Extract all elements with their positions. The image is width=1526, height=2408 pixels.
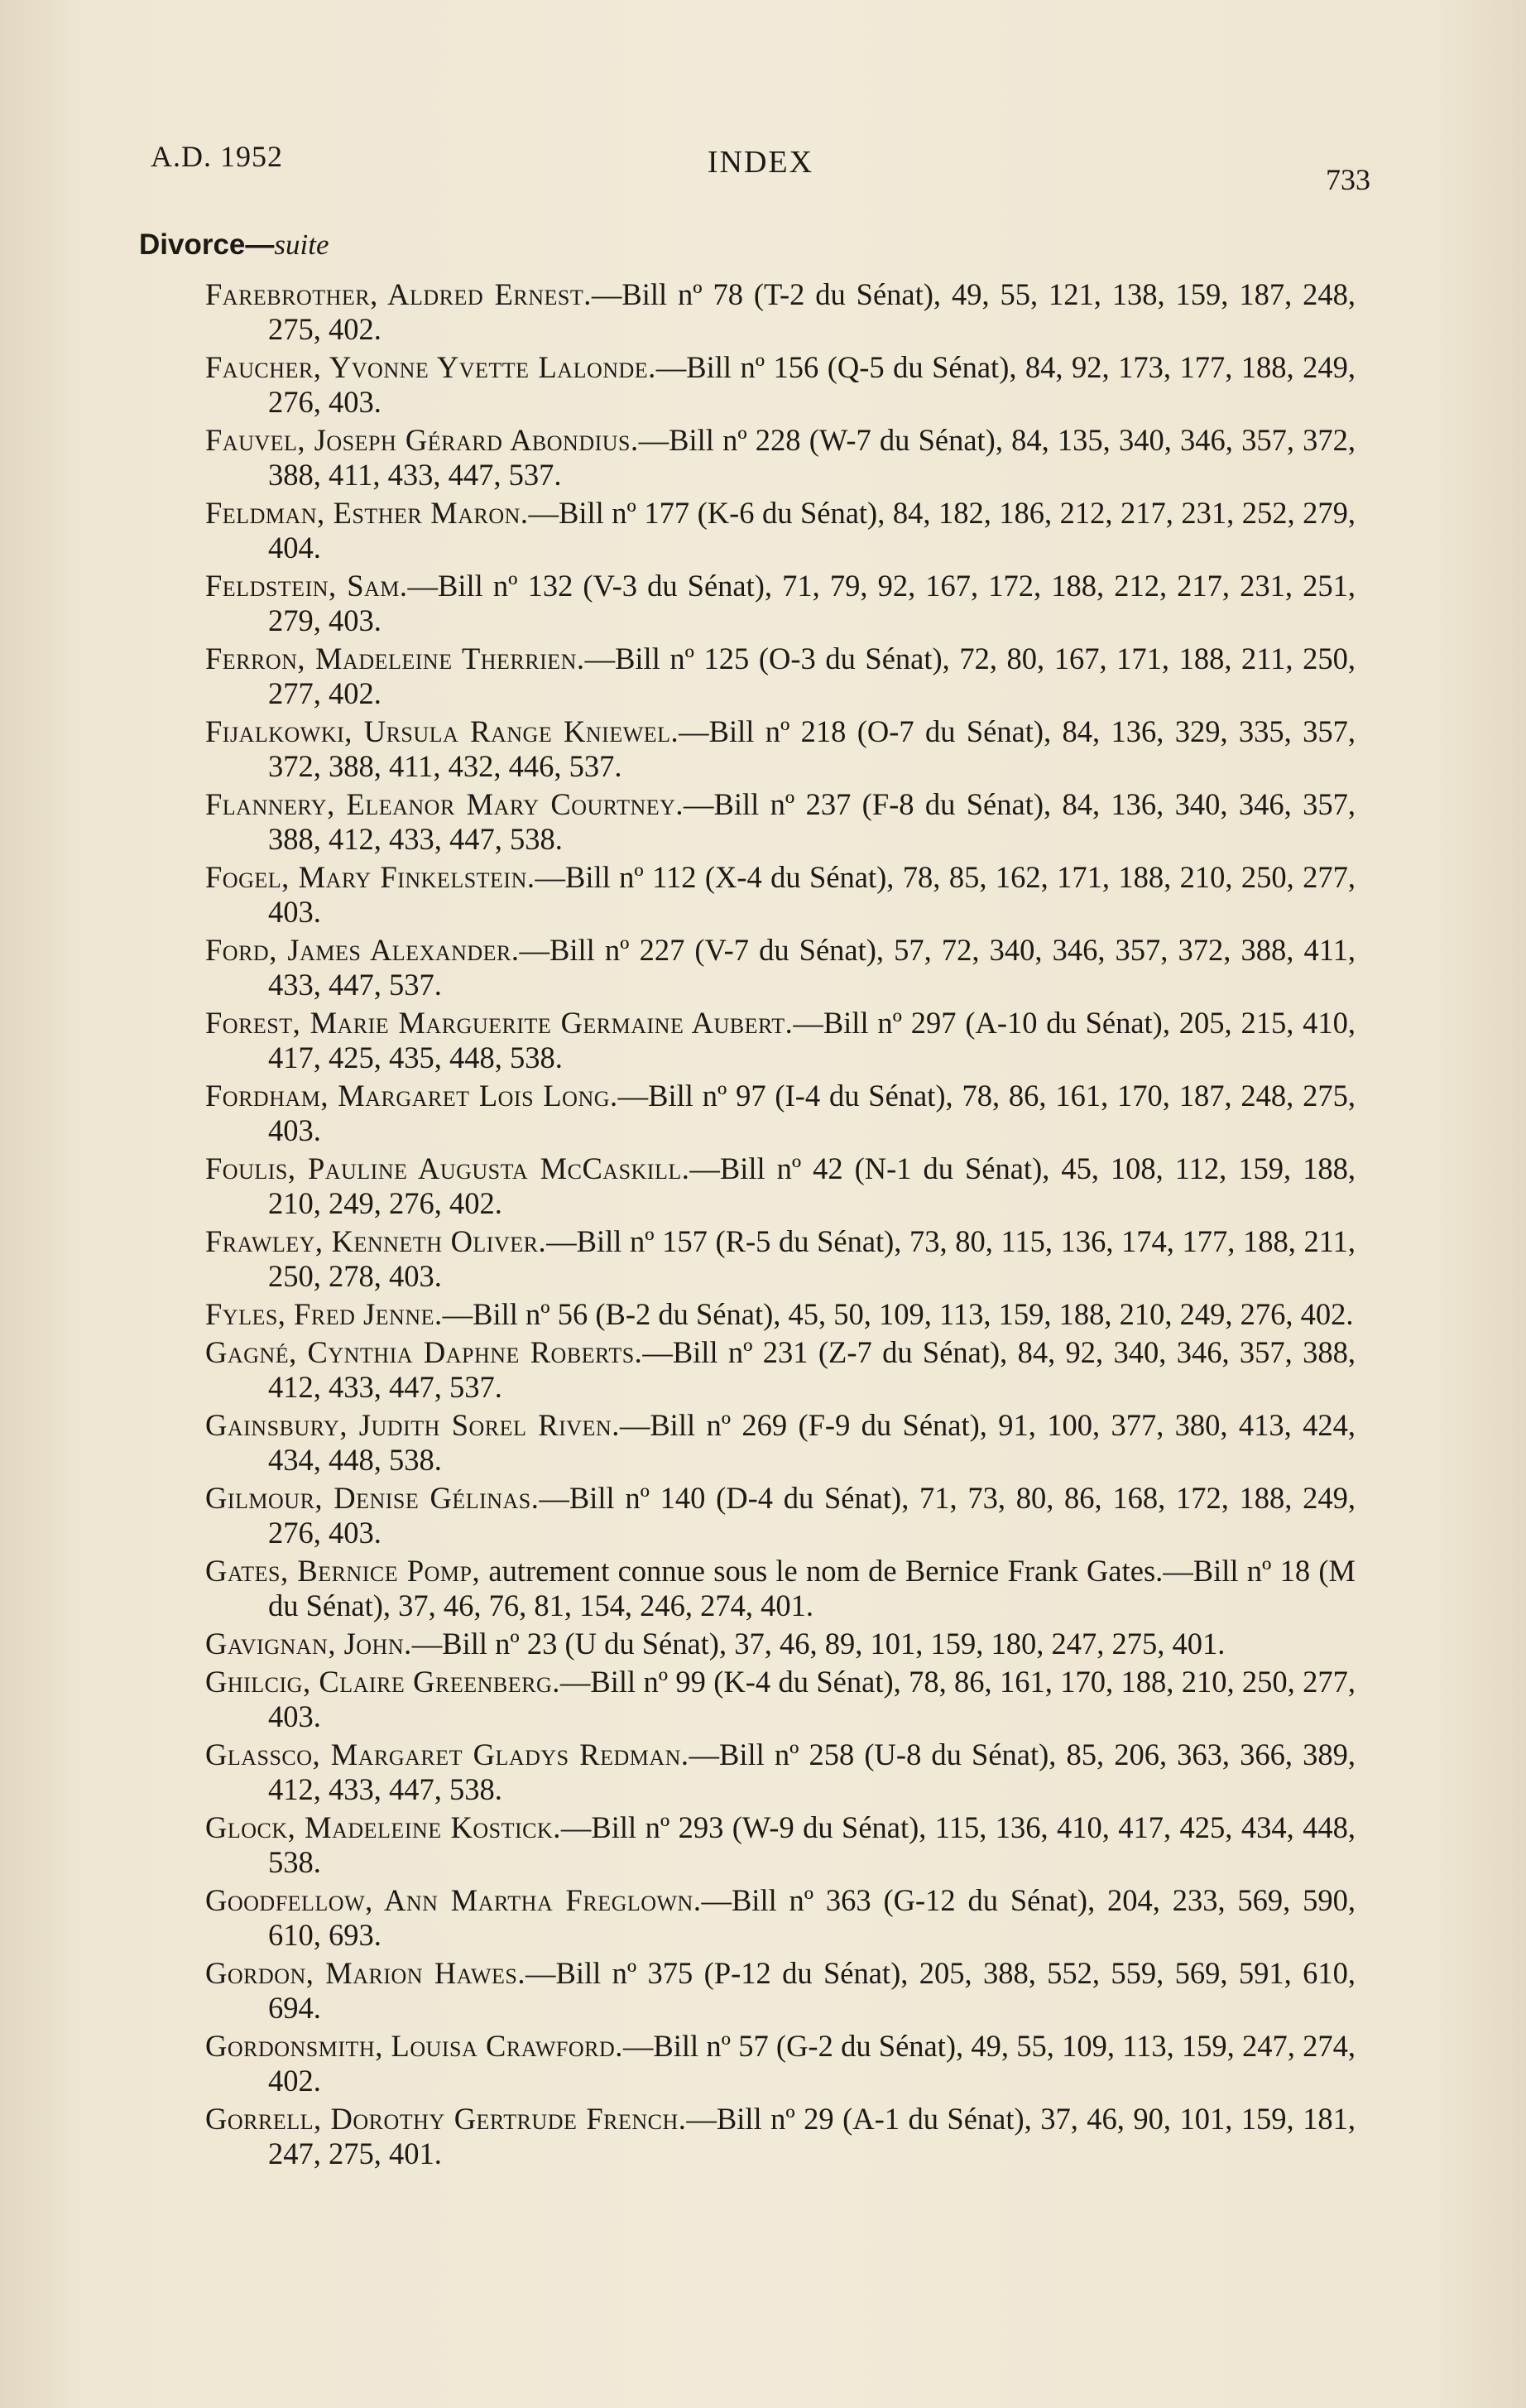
index-entry [205,1810,1356,1880]
index-entry [205,1006,1356,1075]
entry-details: —Bill nº 293 (W-9 du Sénat), 115, 136, 410, 417, 425, 434, 448, 538. [268,1810,1356,1879]
index-entry [205,1224,1356,1294]
entry-name: Goodfellow, Ann Martha Freglown. [205,1883,702,1917]
index-entry [205,714,1356,784]
index-entry [205,423,1356,493]
entry-details: —Bill nº 29 (A-1 du Sénat), 37, 46, 90, 101, 159, 181, 247, 275, 401. [268,2102,1356,2170]
entry-details: —Bill nº 363 (G-12 du Sénat), 204, 233, 569, 590, 610, 693. [268,1883,1356,1952]
index-entry [205,1481,1356,1550]
entry-details: —Bill nº 56 (B-2 du Sénat), 45, 50, 109, 113, 159, 188, 210, 249, 276, 402. [442,1297,1354,1331]
entry-name: Feldstein, Sam. [205,569,408,603]
entry-name: Faucher, Yvonne Yvette Lalonde. [205,350,656,384]
entry-details: —Bill nº 140 (D-4 du Sénat), 71, 73, 80, 86, 168, 172, 188, 249, 276, 403. [268,1481,1356,1550]
entry-details: —Bill nº 177 (K-6 du Sénat), 84, 182, 186, 212, 217, 231, 252, 279, 404. [268,496,1356,565]
index-entry [205,1956,1356,2026]
entry-details: —Bill nº 57 (G-2 du Sénat), 49, 55, 109, 113, 159, 247, 274, 402. [268,2029,1356,2098]
entry-details: —Bill nº 227 (V-7 du Sénat), 57, 72, 340, 346, 357, 372, 388, 411, 433, 447, 537. [268,933,1356,1002]
index-entry [205,1079,1356,1148]
entry-details: —Bill nº 132 (V-3 du Sénat), 71, 79, 92, 167, 172, 188, 212, 217, 231, 251, 279, 403. [268,569,1356,637]
index-entry [205,642,1356,711]
entry-name: Foulis, Pauline Augusta McCaskill. [205,1151,690,1185]
entry-name: Ferron, Madeleine Therrien. [205,642,585,675]
index-entry [205,787,1356,857]
entry-details: —Bill nº 269 (F-9 du Sénat), 91, 100, 377, 380, 413, 424, 434, 448, 538. [268,1408,1356,1477]
entry-details: —Bill nº 42 (N-1 du Sénat), 45, 108, 112, 159, 188, 210, 249, 276, 402. [268,1151,1356,1220]
index-entry [205,1297,1356,1332]
entry-name: Fyles, Fred Jenne. [205,1297,443,1331]
entry-name: Feldman, Esther Maron. [205,496,529,530]
entry-details: —Bill nº 99 (K-4 du Sénat), 78, 86, 161, 170, 188, 210, 250, 277, 403. [268,1665,1356,1733]
entry-details: —Bill nº 97 (I-4 du Sénat), 78, 86, 161, 170, 187, 248, 275, 403. [268,1079,1356,1147]
entry-details: —Bill nº 125 (O-3 du Sénat), 72, 80, 167, 171, 188, 211, 250, 277, 402. [268,642,1356,710]
entry-details: autrement connue sous le nom de Bernice Frank Gates.—Bill nº 18 (M du Sénat), 37, 46, 76, 81, 154, 246, 274, 401. [268,1554,1356,1622]
index-entry [205,1738,1356,1807]
entry-name: Fauvel, Joseph Gérard Abondius. [205,423,639,457]
index-entry [205,1335,1356,1405]
entry-name: Gainsbury, Judith Sorel Riven. [205,1408,620,1442]
entry-details: —Bill nº 237 (F-8 du Sénat), 84, 136, 340, 346, 357, 388, 412, 433, 447, 538. [268,787,1356,856]
entry-details: —Bill nº 375 (P-12 du Sénat), 205, 388, 552, 559, 569, 591, 610, 694. [268,1956,1356,2025]
entry-details: —Bill nº 112 (X-4 du Sénat), 78, 85, 162, 171, 188, 210, 250, 277, 403. [268,860,1356,929]
index-entry [205,496,1356,565]
entry-name: Frawley, Kenneth Oliver. [205,1224,547,1258]
entry-details: —Bill nº 78 (T-2 du Sénat), 49, 55, 121, 138, 159, 187, 248, 275, 402. [268,277,1356,346]
entry-name: Ford, James Alexander. [205,933,520,967]
entry-name: Gordon, Marion Hawes. [205,1956,525,1990]
entry-name: Gagné, Cynthia Daphne Roberts. [205,1335,643,1369]
entry-name: Farebrother, Aldred Ernest. [205,277,592,311]
section-heading-label: Divorce— [139,228,275,261]
section-heading [139,228,329,262]
index-entry [205,1408,1356,1478]
entry-details: —Bill nº 218 (O-7 du Sénat), 84, 136, 329, 335, 357, 372, 388, 411, 432, 446, 537. [268,714,1356,783]
entry-name: Gordonsmith, Louisa Crawford. [205,2029,623,2063]
entry-name: Flannery, Eleanor Mary Courtney. [205,787,684,821]
index-entry [205,933,1356,1002]
entry-name: Forest, Marie Marguerite Germaine Aubert. [205,1006,794,1040]
index-entry [205,2102,1356,2171]
entry-details: —Bill nº 157 (R-5 du Sénat), 73, 80, 115, 136, 174, 177, 188, 211, 250, 278, 403. [268,1224,1356,1293]
page-number: 733 [1326,163,1370,196]
section-heading-suite: suite [274,228,329,261]
entry-name: Gavignan, John. [205,1627,412,1661]
index-entry [205,860,1356,930]
index-entry [205,350,1356,420]
entry-name: Fogel, Mary Finkelstein. [205,860,535,894]
index-entries [205,277,1356,2175]
entry-details: —Bill nº 258 (U-8 du Sénat), 85, 206, 363, 366, 389, 412, 433, 447, 538. [268,1738,1356,1806]
entry-details: —Bill nº 297 (A-10 du Sénat), 205, 215, 410, 417, 425, 435, 448, 538. [268,1006,1356,1074]
index-entry [205,2029,1356,2098]
page-header [151,139,1370,197]
index-entry [205,1883,1356,1953]
index-entry [205,1554,1356,1623]
entry-details: —Bill nº 23 (U du Sénat), 37, 46, 89, 101, 159, 180, 247, 275, 401. [411,1627,1226,1661]
index-entry [205,1627,1356,1661]
entry-name: Gates, Bernice Pomp, [205,1554,481,1588]
header-year: A.D. 1952 [151,140,283,173]
entry-name: Glock, Madeleine Kostick. [205,1810,561,1844]
header-title: INDEX [707,145,814,180]
index-entry [205,569,1356,638]
entry-details: —Bill nº 156 (Q-5 du Sénat), 84, 92, 173, 177, 188, 249, 276, 403. [268,350,1356,419]
entry-name: Fijalkowki, Ursula Range Kniewel. [205,714,679,748]
index-entry [205,1665,1356,1734]
entry-details: —Bill nº 228 (W-7 du Sénat), 84, 135, 340, 346, 357, 372, 388, 411, 433, 447, 537. [268,423,1356,492]
entry-name: Gilmour, Denise Gélinas. [205,1481,540,1515]
entry-details: —Bill nº 231 (Z-7 du Sénat), 84, 92, 340, 346, 357, 388, 412, 433, 447, 537. [268,1335,1356,1404]
entry-name: Glassco, Margaret Gladys Redman. [205,1738,689,1771]
index-entry [205,1151,1356,1221]
index-entry [205,277,1356,347]
entry-name: Fordham, Margaret Lois Long. [205,1079,618,1113]
entry-name: Ghilcig, Claire Greenberg. [205,1665,560,1699]
entry-name: Gorrell, Dorothy Gertrude French. [205,2102,687,2136]
